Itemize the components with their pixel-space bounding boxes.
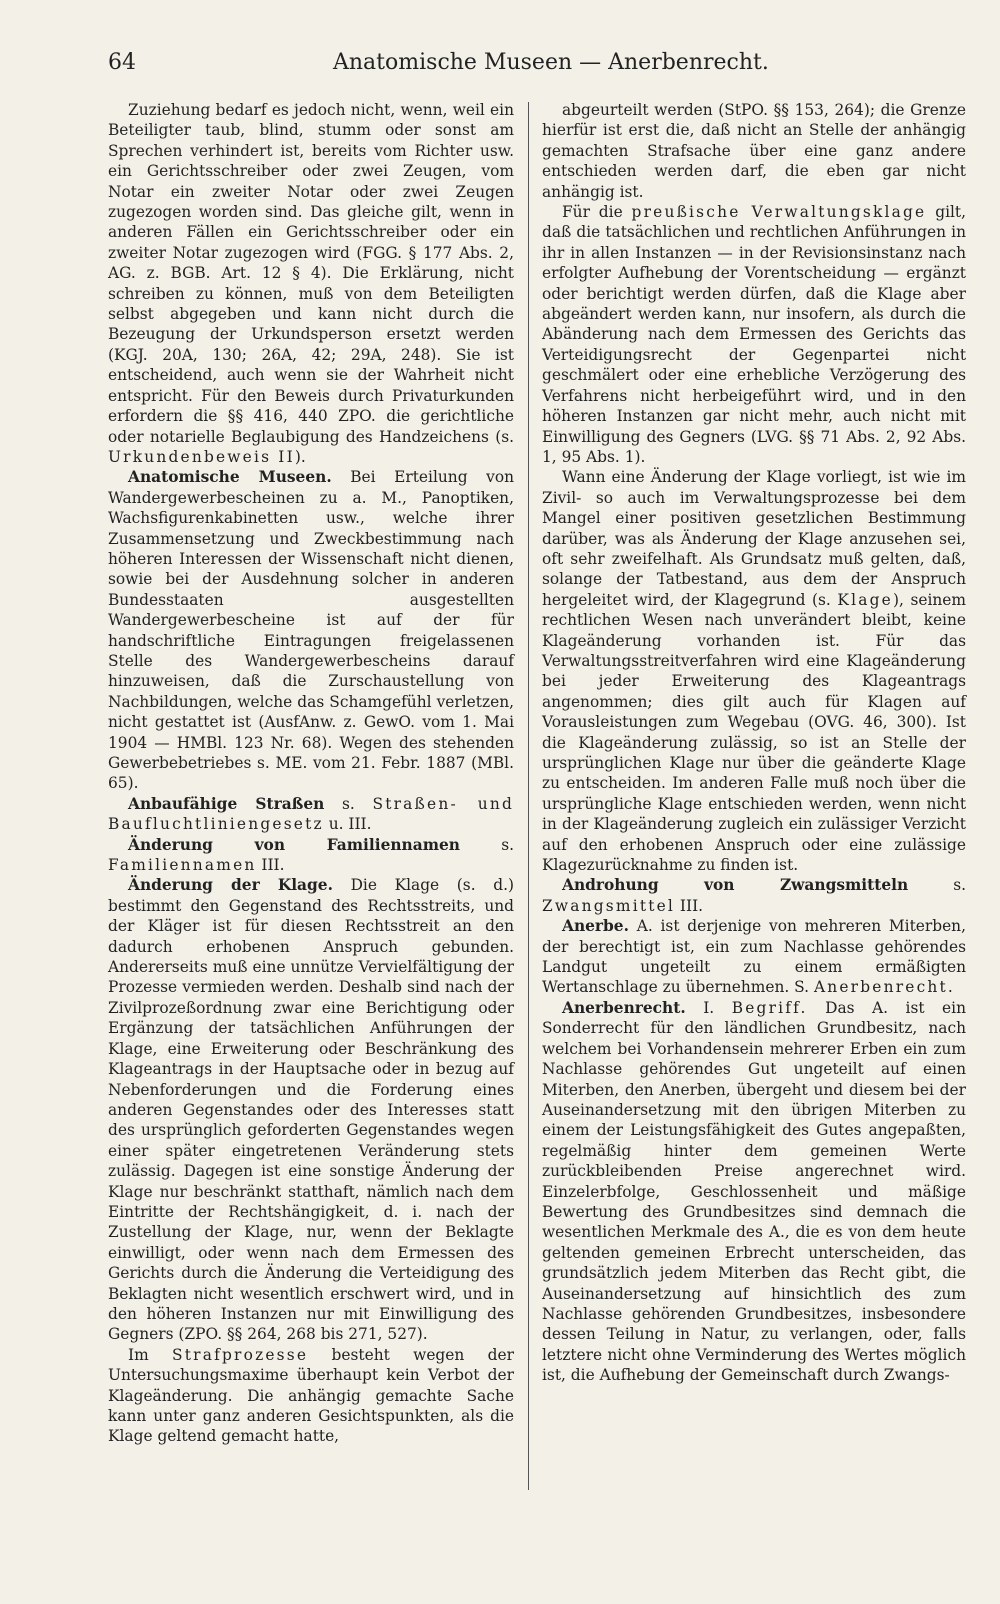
cross-reference: Straßen- und Baufluchtliniengesetz <box>108 794 515 834</box>
text-run: u. III. <box>323 815 372 834</box>
text-run: Wann eine Änderung der Klage vorliegt, ist wie im Zivil- so auch im Verwaltungsprozesse bei dem Mangel einer positiven gesetzlichen Bestimmung darüber, was als Änderung der Klage anzusehen sei, oft sehr zweifelhaft. Als Grundsatz muß gelten, daß, solange der Tatbestand, aus dem der Anspruch hergeleitet wird, der Klagegrund (s. <box>542 468 966 609</box>
text-run: III. <box>256 856 285 875</box>
cross-reference: Klage <box>837 590 893 609</box>
cross-reference: Zwangsmittel <box>542 896 676 915</box>
text-run: ). <box>294 447 306 466</box>
page-header <box>108 44 908 84</box>
text-run: s. <box>908 876 967 895</box>
text-run: Zuziehung bedarf es jedoch nicht, wenn, weil ein Beteiligter taub, blind, stumm oder sonst am Sprechen verhindert ist, bereits vom Richter usw. ein Gerichtsschreiber oder zwei Zeugen, vom Notar ein zweiter Notar oder zwei Zeugen zugezogen worden sind. Das gleiche gilt, wenn in anderen Fällen ein Gerichtsschreiber oder ein zweiter Notar zugezogen wird (FGG. § 177 Abs. 2, AG. z. BGB. Art. 12 § 4). Die Erklärung, nicht schreiben zu können, muß von dem Beteiligten selbst abgegeben und kann nicht durch die Bezeugung der Urkundsperson ersetzt werden (KGJ. 20A, 130; 26A, 42; 29A, 248). Sie ist entscheidend, auch wenn sie der Wahrheit nicht entspricht. Für den Beweis durch Privaturkunden erfordern die §§ 416, 440 ZPO. die gerichtliche oder notarielle Beglaubigung des Handzeichens (s. <box>108 101 514 446</box>
entry-headword: Anerbenrecht. <box>562 998 686 1017</box>
cross-reference: Familiennamen <box>108 856 257 875</box>
cross-reference: Strafprozesse <box>172 1345 309 1364</box>
cross-reference: Begriff. <box>731 998 808 1017</box>
paragraph <box>108 100 514 467</box>
cross-reference: preußische Verwaltungsklage <box>631 203 927 222</box>
paragraph <box>542 202 966 467</box>
text-run: s. <box>324 794 373 813</box>
entry-headword: Androhung von Zwangsmitteln <box>562 876 909 895</box>
paragraph <box>108 794 514 835</box>
text-run: I. <box>685 998 732 1017</box>
text-run: Für die <box>562 203 632 222</box>
entry-headword: Anatomische Museen. <box>128 468 332 487</box>
paragraph <box>108 1345 514 1447</box>
paragraph <box>108 875 514 1344</box>
text-run: III. <box>675 896 704 915</box>
text-run: besteht wegen der Untersuchungsmaxime überhaupt kein Verbot der Klageänderung. Die anhängig gemachte Sache kann unter ganz anderen Gesichtspunkten, als die Klage geltend gemacht hatte, <box>108 1345 514 1446</box>
text-run: ), seinem rechtlichen Wesen nach unverändert bleibt, keine Klageänderung vorhanden ist. Für das Verwaltungsstreitverfahren wird eine Klageänderung bei jeder Erweiterung des Klageantrags angenommen; dies gilt auch für Klagen auf Vorausleistungen zum Wegebau (OVG. 46, 300). Ist die Klageänderung zulässig, so ist an Stelle der ursprünglichen Klage nur über die geänderte Klage zu entscheiden. Im anderen Falle muß noch über die ursprüngliche Klage entschieden werden, wenn nicht in der Klageänderung zugleich ein zulässiger Verzicht auf den erhobenen Anspruch oder eine zulässige Klagezurücknahme zu finden ist. <box>542 590 966 875</box>
paragraph <box>542 998 966 1386</box>
paragraph <box>542 916 966 998</box>
text-run: s. <box>460 835 515 854</box>
entry-headword: Anbaufähige Straßen <box>128 794 325 813</box>
paragraph <box>542 100 966 202</box>
entry-headword: Änderung von Familiennamen <box>128 835 460 854</box>
paragraph <box>542 467 966 875</box>
text-run: Bei Erteilung von Wandergewerbescheinen zu a. M., Panoptiken, Wachsfigurenkabinetten usw., welche ihrer Zusammensetzung und Zweckbestimmung nach höheren Interessen der Wissenschaft nicht dienen, sowie bei der Ausdehnung solcher in anderen Bundesstaaten ausgestellten Wandergewerbescheine ist auf der für handschriftliche Eintragungen freigelassenen Stelle des Wandergewerbescheins darauf hinzuweisen, daß die Zurschaustellung von Nachbildungen, welche das Schamgefühl verletzen, nicht gestattet ist (AusfAnw. z. GewO. vom 1. Mai 1904 — HMBl. 123 Nr. 68). Wegen des stehenden Gewerbebetriebes s. ME. vom 21. Febr. 1887 (MBl. 65). <box>108 468 514 793</box>
text-run: A. ist derjenige von mehreren Miterben, der berechtigt ist, ein zum Nachlasse gehörendes Landgut ungeteilt zu einem ermäßigten Wertanschlage zu übernehmen. S. <box>542 917 966 997</box>
paragraph <box>542 875 966 916</box>
paragraph <box>108 835 514 876</box>
column-divider <box>528 102 529 1490</box>
text-run: Im <box>128 1345 173 1364</box>
cross-reference: Urkundenbeweis II <box>108 447 295 466</box>
page-number: 64 <box>108 50 136 75</box>
running-title: Anatomische Museen — Anerbenrecht. <box>333 50 769 75</box>
paragraph <box>108 467 514 794</box>
entry-headword: Änderung der Klage. <box>128 876 333 895</box>
text-run: Die Klage (s. d.) bestimmt den Gegenstand des Rechtsstreits, und der Kläger ist für diesen Rechtsstreit an den dadurch erhobenen Anspruch gebunden. Andererseits muß eine unnütze Vervielfältigung der Prozesse vermieden werden. Deshalb sind nach der Zivilprozeßordnung zwar eine Berichtigung oder Ergänzung der tatsächlichen Anführungen der Klage, eine Erweiterung oder Beschränkung des Klageantrags in der Hauptsache oder in bezug auf Nebenforderungen und die Forderung eines anderen Gegenstandes oder des Interesses statt des ursprünglich geforderten Gegenstandes wegen einer später eingetretenen Veränderung stets zulässig. Dagegen ist eine sonstige Änderung der Klage nur beschränkt statthaft, nämlich nach dem Eintritte der Rechtshängigkeit, d. i. nach der Zustellung der Klage, nur, wenn der Beklagte einwilligt, oder wenn nach dem Ermessen des Gerichts durch die Änderung die Verteidigung des Beklagten nicht wesentlich erschwert wird, und in den höheren Instanzen nur mit Einwilligung des Gegners (ZPO. §§ 264, 268 bis 271, 527). <box>108 876 514 1344</box>
cross-reference: Anerbenrecht <box>813 978 948 997</box>
entry-headword: Anerbe. <box>562 917 629 936</box>
text-run: Das A. ist ein Sonderrecht für den ländlichen Grundbesitz, nach welchem bei Vorhandensein mehrerer Erben ein zum Nachlasse gehörendes Gut ungeteilt auf einen Miterben, den Anerben, übergeht und diesem bei der Auseinandersetzung mit den übrigen Miterben zu einem der Leistungsfähigkeit des Gutes angepaßten, regelmäßig hinter dem gemeinen Werte zurückbleibenden Preise angerechnet wird. Einzelerbfolge, Geschlossenheit und mäßige Bewertung des Grundbesitzes sind demnach die wesentlichen Merkmale des A., die es von dem heute geltenden gemeinen Erbrecht unterscheiden, das grundsätzlich jedem Miterben das Recht gibt, die Auseinandersetzung auf hinsichtlich des zum Nachlasse gehörenden Grundbesitzes, insbesondere dessen Teilung in Natur, zu verlangen, oder, falls letztere nicht ohne Verminderung des Wertes möglich ist, die Aufhebung der Gemeinschaft durch Zwangs- <box>542 998 967 1385</box>
text-run: . <box>947 978 953 997</box>
right-column <box>542 100 966 1386</box>
left-column <box>108 100 514 1447</box>
text-run: gilt, daß die tatsächlichen und rechtlichen Anführungen in ihr in allen Instanzen — in der Revisionsinstanz nach erfolgter Aufhebung der Vorentscheidung — ergänzt oder berichtigt werden dürfen, daß die Klage aber abgeändert werden kann, nur insofern, als durch die Abänderung nach dem Ermessen des Gerichts das Verteidigungsrecht der Gegenpartei nicht geschmälert oder eine erhebliche Verzögerung des Verfahrens nicht herbeigeführt wird, und in den höheren Instanzen gar nicht mehr, auch nicht mit Einwilligung des Gegners (LVG. §§ 71 Abs. 2, 92 Abs. 1, 95 Abs. 1). <box>542 203 966 466</box>
text-run: abgeurteilt werden (StPO. §§ 153, 264); die Grenze hierfür ist erst die, daß nicht an Stelle der anhängig gemachten Strafsache über eine ganz andere entschieden werden darf, die eben gar nicht anhängig ist. <box>542 101 966 201</box>
